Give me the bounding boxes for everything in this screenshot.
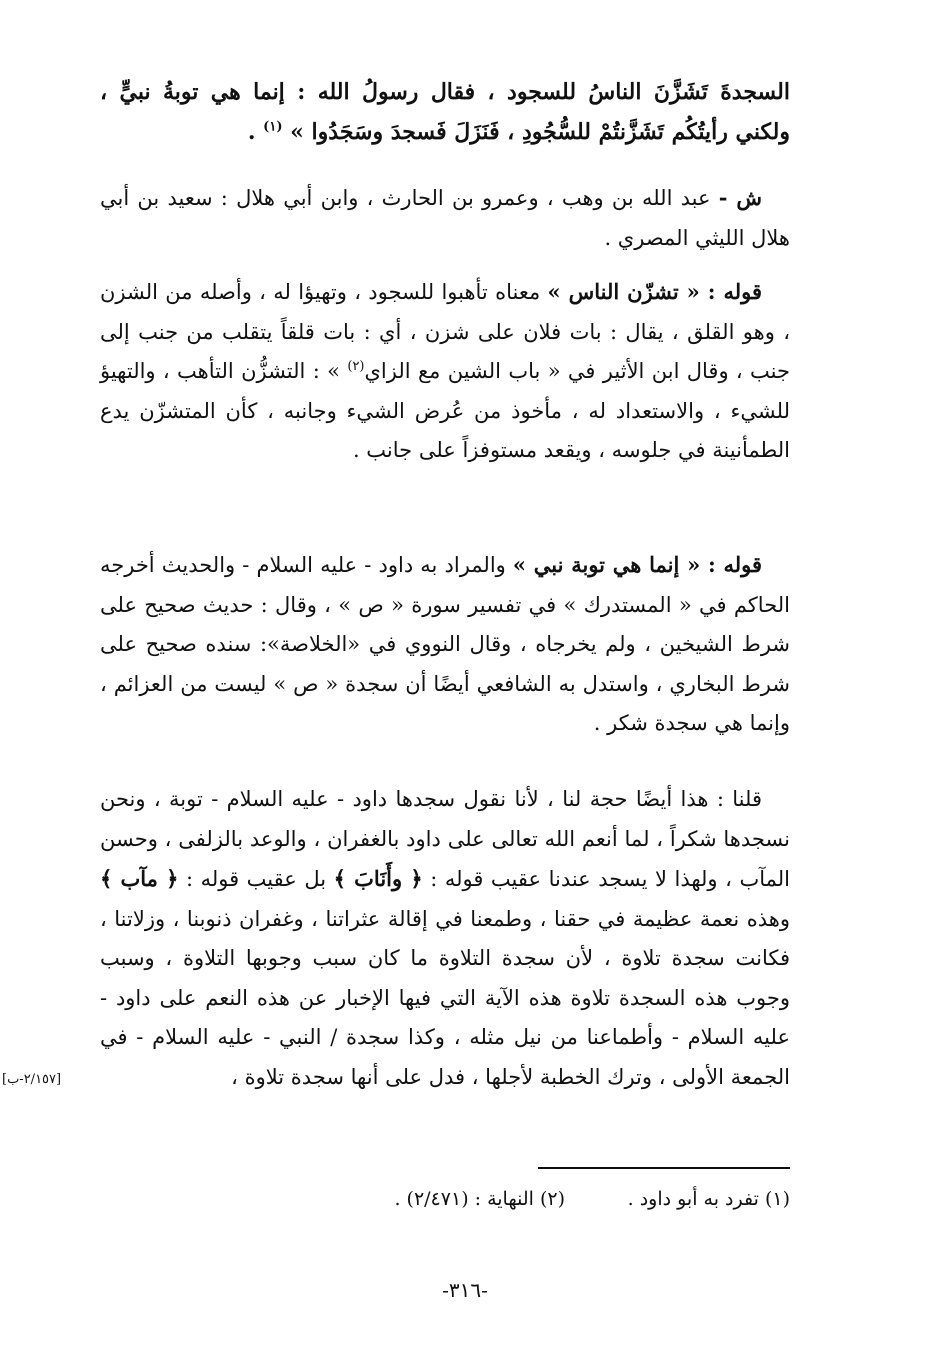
quran-phrase: ﴿ مآب ﴾: [100, 866, 179, 891]
quran-phrase: ﴿ وأَنَابَ ﴾: [333, 866, 423, 891]
paragraph-lead: قوله : « إنما هي توبة نبي »: [512, 552, 762, 577]
page-number: -٣١٦-: [442, 1278, 488, 1302]
paragraph-body: قلنا : هذا أيضًا حجة لنا ، لأنا نقول سجدها داود - عليه السلام - توبة ، ونحن نسجدها شكراً ، لما أنعم الله تعالى على داود بالغفران ، والوعد بالزلفى ، وحسن المآب ، ولهذا لا يسجد عندنا عقيب قوله : ﴿ وأَنَابَ ﴾ بل عقيب قوله : ﴿ مآب ﴾ وهذه نعمة عظيمة في حقنا ، وطمعنا في إقالة عثراتنا ، وغفران ذنوبنا ، وزلاتنا ، فكانت سجدة تلاوة ، لأن سجدة التلاوة ما كان سبب وجوبها التلاوة ، وسبب وجوب هذه السجدة تلاوة هذه الآية التي فيها الإخبار عن هذه النعم على داود - عليه السلام - وأطماعنا من نيل مثله ، وكذا سجدة / النبي - عليه السلام - في الجمعة الأولى ، وترك الخطبة لأجلها ، فدل على أنها سجدة تلاوة ،: [100, 787, 790, 1089]
footnote-divider: [538, 1167, 790, 1169]
paragraph-body: عبد الله بن وهب ، وعمرو بن الحارث ، وابن أبي هلال : سعيد بن أبي هلال الليثي المصري .: [100, 186, 790, 250]
paragraph-body: معناه تأهبوا للسجود ، وتهيؤا له ، وأصله من الشزن ، وهو القلق ، يقال : بات فلان على شزن ، أي : بات قلقاً يتقلب من جنب إلى جنب ، وقال ابن الأثير في « باب الشين مع الزاي: [100, 280, 790, 383]
footnote-ref-1: (١): [263, 119, 283, 135]
hadith-body: السجدةَ تَشَزَّنَ الناسُ للسجود ، فقال رسولُ الله : إنما هي توبةُ نبيٍّ ، ولكني رأيتُكُم تَشَزَّنتُمْ للسُّجُودِ ، فَنَزَلَ فَسجدَ وسَجَدُوا »: [100, 79, 790, 145]
paragraph-lead: قوله : « تشزّن الناس »: [547, 279, 762, 304]
footnote-2: (٢) النهاية : (٢/٤٧١) .: [394, 1188, 565, 1210]
paragraph-lead: ش -: [718, 185, 762, 210]
paragraph-2: [100, 272, 790, 471]
hadith-end: .: [247, 119, 256, 145]
footnotes: [180, 1188, 790, 1220]
footnote-ref-2: (٢): [347, 359, 365, 374]
footnote-1: (١) تفرد به أبو داود .: [627, 1188, 790, 1210]
manuscript-folio-note: [٢/١٥٧-ب]: [2, 1072, 62, 1087]
paragraph-1: [100, 178, 790, 258]
paragraph-body-continued: » : التشزُّن التأهب ، والتهيؤ للشيء ، والاستعداد له ، مأخوذ من عُرض الشيء وجانبه ، كأن المتشزّن يدع الطمأنينة في جلوسه ، ويقعد مستوفزاً على جانب .: [100, 359, 790, 462]
paragraph-3: [100, 545, 790, 744]
hadith-text: [100, 72, 790, 152]
paragraph-body: والمراد به داود - عليه السلام - والحديث أخرجه الحاكم في « المستدرك » في تفسير سورة « ص » ، وقال : حديث صحيح على شرط الشيخين ، ولم يخرجاه ، وقال النووي في «الخلاصة»: سنده صحيح على شرط البخاري ، واستدل به الشافعي أيضًا أن سجدة « ص » ليست من العزائم ، وإنما هي سجدة شكر .: [100, 553, 790, 735]
paragraph-4: [100, 780, 790, 1097]
